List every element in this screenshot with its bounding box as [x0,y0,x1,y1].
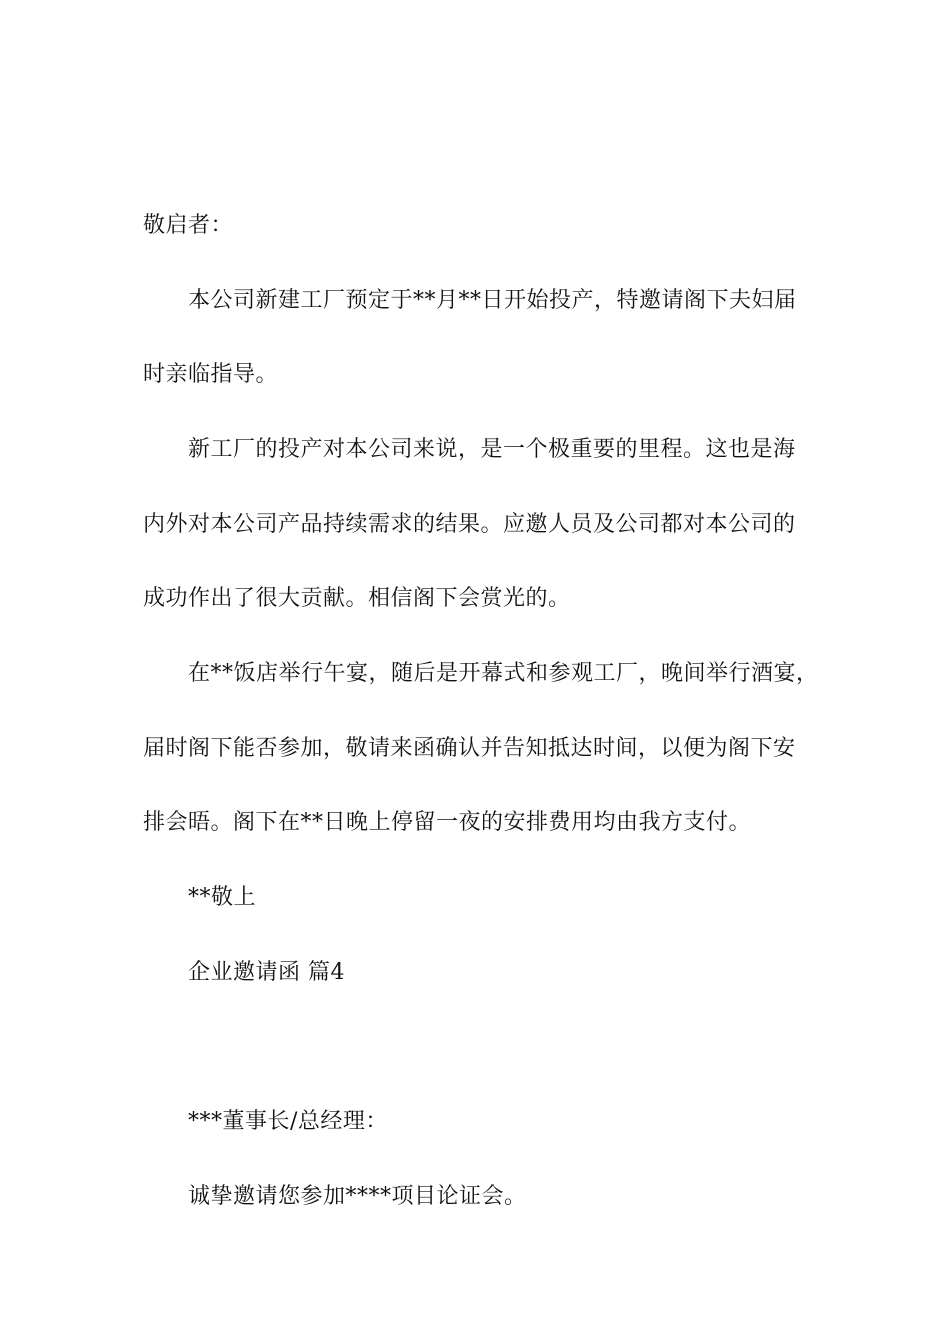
paragraph-3-line-1: 在**饭店举行午宴，随后是开幕式和参观工厂，晚间举行酒宴， [188,661,819,686]
salutation: 敬启者： [143,213,234,238]
paragraph-2-line-1: 新工厂的投产对本公司来说，是一个极重要的里程。这也是海 [188,437,796,462]
paragraph-2-line-2: 内外对本公司产品持续需求的结果。应邀人员及公司都对本公司的 [143,512,796,537]
paragraph-1-line-2: 时亲临指导。 [143,362,279,387]
recipient-salutation: ***董事长/总经理： [188,1109,388,1134]
paragraph-1-line-1: 本公司新建工厂预定于**月**日开始投产，特邀请阁下夫妇届 [188,288,797,313]
invitation-line: 诚挚邀请您参加****项目论证会。 [188,1184,527,1209]
paragraph-3-line-2: 届时阁下能否参加，敬请来函确认并告知抵达时间，以便为阁下安 [143,736,796,761]
paragraph-3-line-3: 排会晤。阁下在**日晚上停留一夜的安排费用均由我方支付。 [143,810,752,835]
paragraph-2-line-3: 成功作出了很大贡献。相信阁下会赏光的。 [143,586,571,611]
section-heading: 企业邀请函 篇4 [188,960,345,985]
signature: **敬上 [188,885,257,910]
